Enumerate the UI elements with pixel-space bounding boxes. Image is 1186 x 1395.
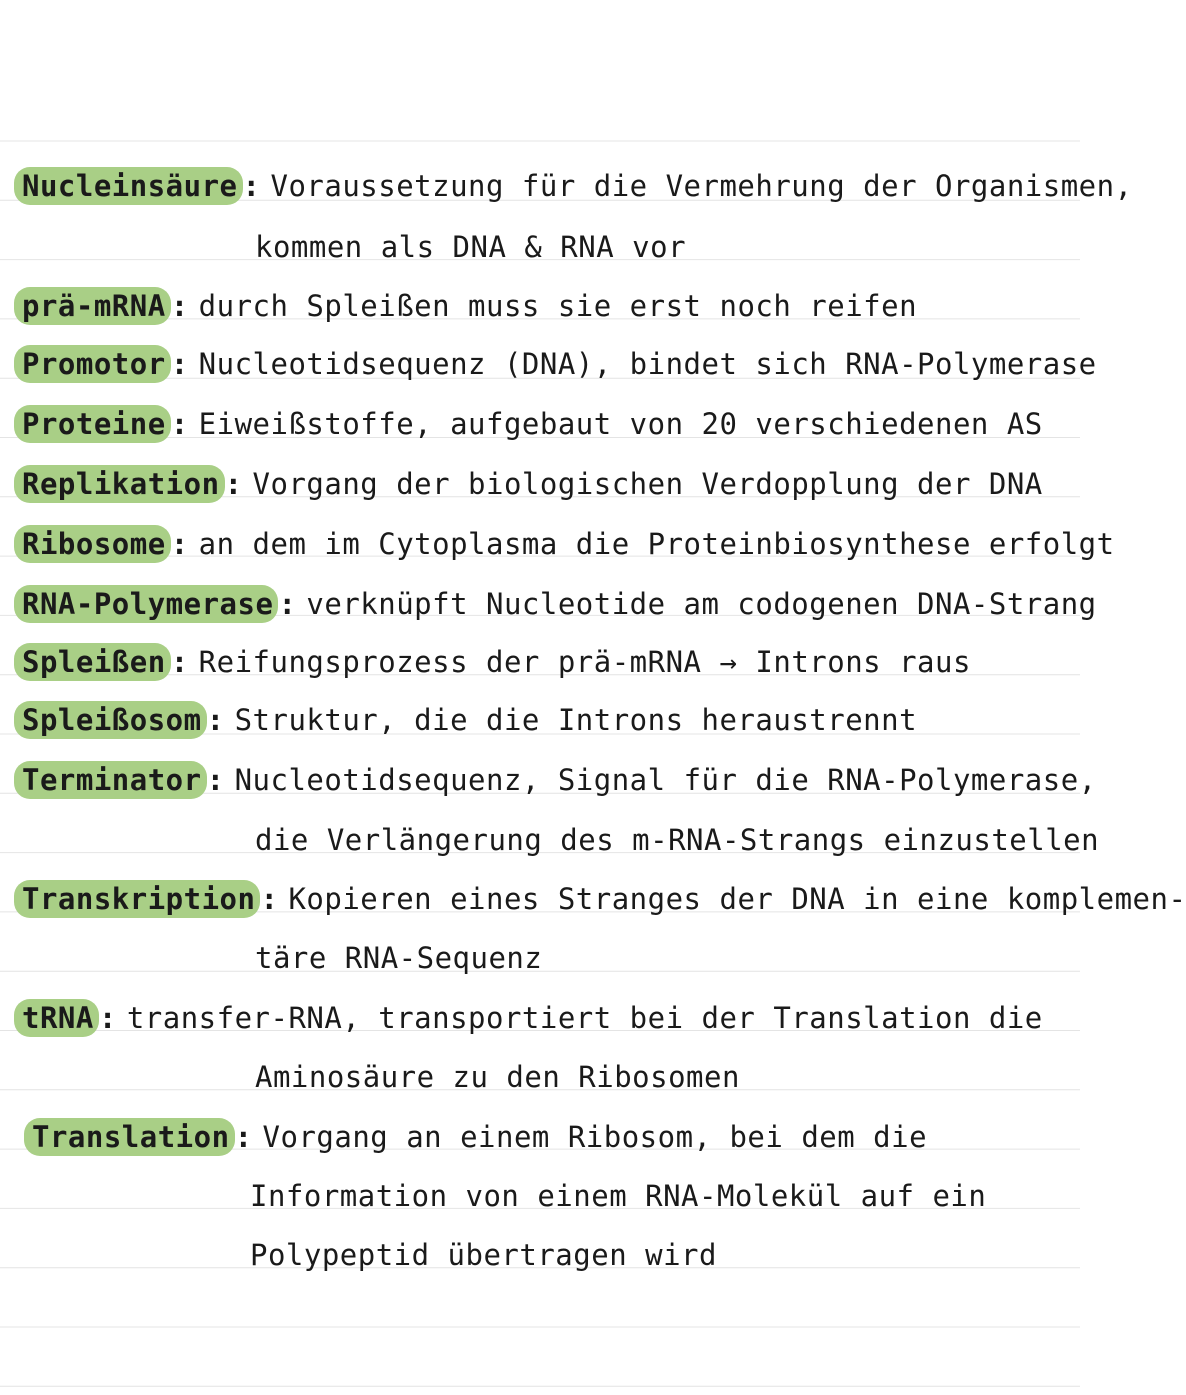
definition-text: an dem im Cytoplasma die Proteinbiosynthese erfolgt (198, 527, 1115, 561)
entry-proteine: Proteine : Eiweißstoffe, aufgebaut von 20 verschiedenen AS (14, 404, 1043, 444)
entry-promotor: Promotor : Nucleotidsequenz (DNA), bindet sich RNA-Polymerase (14, 344, 1097, 384)
definition-text: Vorgang der biologischen Verdopplung der DNA (252, 467, 1043, 501)
definition-text: Nucleotidsequenz (DNA), bindet sich RNA-Polymerase (198, 347, 1097, 381)
entry-prae-mrna: prä-mRNA : durch Spleißen muss sie erst noch reifen (14, 286, 917, 326)
term-highlight: Proteine (14, 405, 171, 443)
entry-terminator: Terminator : Nucleotidsequenz, Signal für die RNA-Polymerase, (14, 760, 1097, 800)
definition-continuation: Polypeptid übertragen wird (250, 1238, 717, 1272)
definition-text: Voraussetzung für die Vermehrung der Organismen, (270, 169, 1133, 203)
term-highlight: Transkription (14, 880, 260, 918)
definition-text: Vorgang an einem Ribosom, bei dem die (262, 1120, 928, 1154)
definition-text: Kopieren eines Stranges der DNA in eine komplemen- (288, 882, 1186, 916)
term-highlight: tRNA (14, 999, 99, 1037)
definition-continuation: täre RNA-Sequenz (255, 941, 543, 975)
entry-nucleinsaeure: Nucleinsäure : Voraussetzung für die Vermehrung der Organismen, (14, 166, 1133, 206)
term-highlight: Replikation (14, 465, 225, 503)
definition-continuation: Information von einem RNA-Molekül auf ein (250, 1179, 987, 1213)
term-highlight: Promotor (14, 345, 171, 383)
definition-continuation: kommen als DNA & RNA vor (255, 230, 687, 264)
definition-text: Struktur, die die Introns heraustrennt (234, 703, 918, 737)
entry-ribosome: Ribosome : an dem im Cytoplasma die Proteinbiosynthese erfolgt (14, 524, 1115, 564)
definition-continuation: Aminosäure zu den Ribosomen (255, 1060, 740, 1094)
term-highlight: Translation (24, 1118, 235, 1156)
definition-text: Nucleotidsequenz, Signal für die RNA-Polymerase, (234, 763, 1097, 797)
entry-translation: Translation : Vorgang an einem Ribosom, bei dem die (24, 1117, 927, 1157)
definition-text: verknüpft Nucleotide am codogenen DNA-Strang (306, 587, 1097, 621)
term-highlight: Terminator (14, 761, 207, 799)
definition-text: transfer-RNA, transportiert bei der Translation die (126, 1001, 1043, 1035)
definition-continuation: die Verlängerung des m-RNA-Strangs einzustellen (255, 823, 1100, 857)
definition-text: Reifungsprozess der prä-mRNA → Introns raus (198, 645, 971, 679)
entry-trna: tRNA : transfer-RNA, transportiert bei der Translation die (14, 998, 1043, 1038)
term-highlight: RNA-Polymerase (14, 585, 278, 623)
term-highlight: Spleißen (14, 643, 171, 681)
term-highlight: Ribosome (14, 525, 171, 563)
entry-spleissosom: Spleißosom : Struktur, die die Introns heraustrennt (14, 700, 917, 740)
entry-transkription: Transkription : Kopieren eines Stranges der DNA in eine komplemen- (14, 879, 1186, 919)
definition-text: durch Spleißen muss sie erst noch reifen (198, 289, 918, 323)
term-highlight: prä-mRNA (14, 287, 171, 325)
entry-rna-polymerase: RNA-Polymerase : verknüpft Nucleotide am codogenen DNA-Strang (14, 584, 1097, 624)
term-highlight: Spleißosom (14, 701, 207, 739)
term-highlight: Nucleinsäure (14, 167, 243, 205)
definition-text: Eiweißstoffe, aufgebaut von 20 verschiedenen AS (198, 407, 1043, 441)
entry-replikation: Replikation : Vorgang der biologischen Verdopplung der DNA (14, 464, 1043, 504)
entry-spleissen: Spleißen : Reifungsprozess der prä-mRNA → Introns raus (14, 642, 971, 682)
